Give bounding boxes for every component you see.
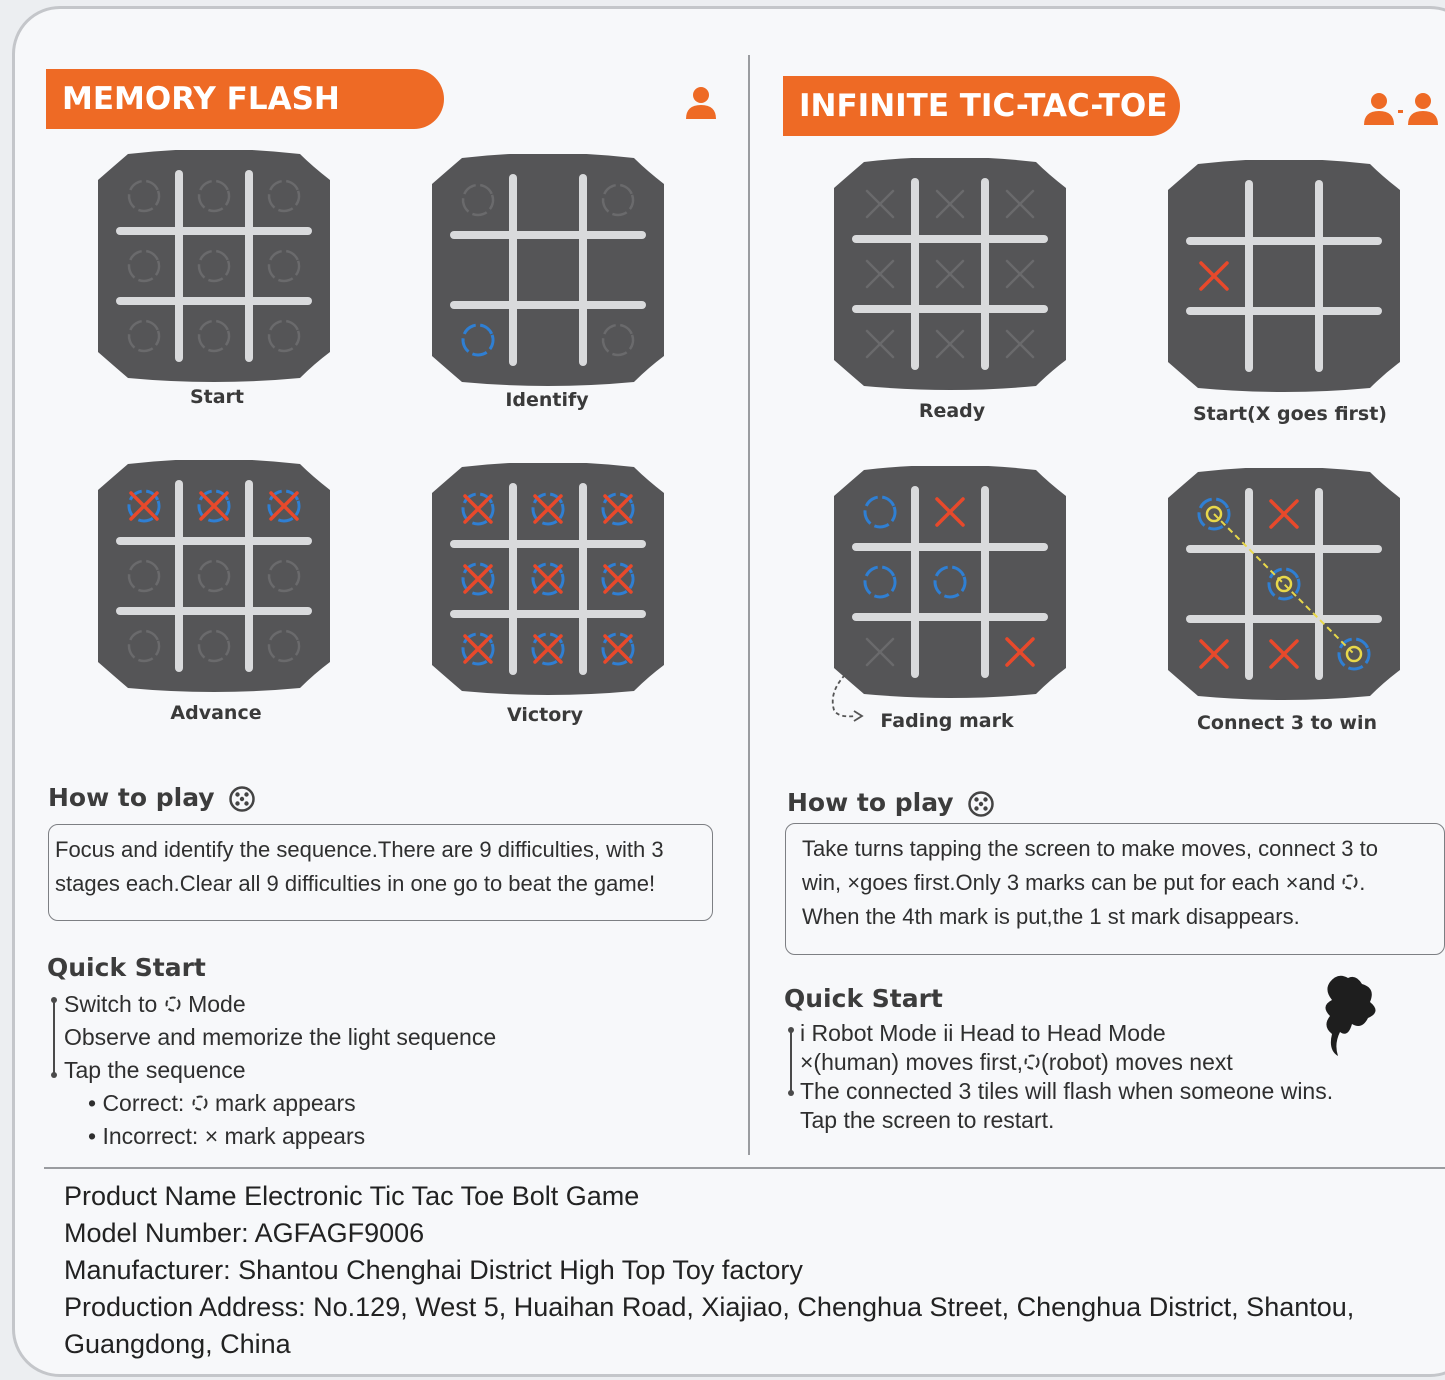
memory-quick-start-steps xyxy=(64,988,496,1153)
grid-line xyxy=(852,543,1048,551)
ttt-rule-line-1: Take turns tapping the screen to make moves, connect 3 to xyxy=(802,836,1378,861)
ttt-rule-line-3: When the 4th mark is put,the 1 st mark disappears. xyxy=(802,904,1300,929)
grid-line xyxy=(245,170,253,362)
grid-line xyxy=(116,227,312,235)
grid-line xyxy=(1186,307,1382,315)
memory-flash-banner xyxy=(46,69,444,129)
board-identify xyxy=(432,154,664,386)
grid-line xyxy=(1186,237,1382,245)
grid-line xyxy=(509,483,517,675)
board-victory xyxy=(432,463,664,695)
grid-line xyxy=(116,537,312,545)
caption-connect: Connect 3 to win xyxy=(1196,712,1378,734)
production-address: Production Address: No.129, West 5, Huaihan Road, Xiajiao, Chenghua Street, Chenghua District, Shantou, xyxy=(64,1292,1355,1322)
grid-line xyxy=(450,540,646,548)
ttt-quick-start-title: Quick Start xyxy=(784,984,943,1013)
production-address-cont: Guangdong, China xyxy=(64,1329,291,1359)
memory-steps-bracket xyxy=(53,1000,55,1076)
infinite-ttt-title: INFINITE TIC-TAC-TOE xyxy=(799,88,1168,124)
grid-line xyxy=(911,486,919,678)
memory-rule-line-2: stages each.Clear all 9 difficulties in one go to beat the game! xyxy=(55,871,656,896)
memory-rule-line-1: Focus and identify the sequence.There are 9 difficulties, with 3 xyxy=(55,837,664,862)
grid-line xyxy=(1186,615,1382,623)
product-name: Product Name Electronic Tic Tac Toe Bolt Game xyxy=(64,1181,640,1211)
memory-step-incorrect: • Incorrect: × mark appears xyxy=(88,1123,366,1149)
grid-line xyxy=(509,174,517,366)
manufacturer: Manufacturer: Shantou Chenghai District High Top Toy factory xyxy=(64,1255,803,1285)
grid-line xyxy=(911,178,919,370)
grid-line xyxy=(1315,488,1323,680)
dice-icon xyxy=(229,786,255,812)
caption-victory: Victory xyxy=(506,704,584,726)
ttt-steps-bracket xyxy=(790,1030,792,1092)
ttt-how-to-play-title: How to play xyxy=(787,788,994,817)
memory-step-correct: • Correct: mark appears xyxy=(88,1090,356,1116)
grid-line xyxy=(981,486,989,678)
bracket-dot xyxy=(51,1072,57,1078)
grid-line xyxy=(579,174,587,366)
grid-line xyxy=(579,483,587,675)
grid-line xyxy=(852,613,1048,621)
ink-smudge xyxy=(1318,972,1388,1064)
bracket-dot xyxy=(51,997,57,1003)
grid-line xyxy=(175,170,183,362)
model-number: Model Number: AGFAGF9006 xyxy=(64,1218,425,1248)
ttt-quick-start-steps xyxy=(800,1019,1333,1135)
dice-icon xyxy=(968,791,994,817)
grid-line xyxy=(1245,180,1253,372)
board-ready xyxy=(834,158,1066,390)
grid-line xyxy=(1245,488,1253,680)
o-mark-icon xyxy=(191,1094,209,1112)
infinite-ttt-banner xyxy=(783,76,1180,136)
caption-ready: Ready xyxy=(918,400,986,422)
single-player-icon xyxy=(684,86,718,120)
memory-step-2: Observe and memorize the light sequence xyxy=(64,1024,497,1050)
memory-how-to-play-box xyxy=(48,824,713,921)
o-mark-icon xyxy=(1341,873,1359,891)
bracket-dot xyxy=(788,1027,794,1033)
ttt-step-1: i Robot Mode ii Head to Head Mode xyxy=(800,1020,1166,1046)
bracket-dot xyxy=(788,1090,794,1096)
ttt-step-2: ×(human) moves first, (robot) moves next xyxy=(800,1049,1233,1075)
memory-step-3: Tap the sequence xyxy=(64,1057,246,1083)
o-mark-icon xyxy=(1023,1053,1041,1071)
product-info xyxy=(64,1178,1354,1363)
caption-identify: Identify xyxy=(505,389,589,411)
memory-step-1: Switch to Mode xyxy=(64,991,246,1017)
grid-line xyxy=(1315,180,1323,372)
caption-advance: Advance xyxy=(170,702,262,724)
caption-start: Start xyxy=(189,386,245,408)
caption-start-x: Start(X goes first) xyxy=(1193,403,1387,425)
grid-line xyxy=(1186,545,1382,553)
memory-quick-start-title: Quick Start xyxy=(47,953,206,982)
ttt-step-3: The connected 3 tiles will flash when someone wins. xyxy=(800,1078,1334,1104)
memory-how-to-play-title: How to play xyxy=(48,783,255,812)
memory-flash-title: MEMORY FLASH xyxy=(62,81,340,117)
grid-line xyxy=(116,607,312,615)
column-divider xyxy=(748,55,750,1155)
ttt-rule-line-2: win, ×goes first.Only 3 marks can be put for each ×and . xyxy=(802,870,1366,895)
ttt-step-4: Tap the screen to restart. xyxy=(800,1107,1055,1133)
grid-line xyxy=(852,305,1048,313)
board-start-x xyxy=(1168,160,1400,392)
caption-fading: Fading mark xyxy=(880,710,1014,732)
grid-line xyxy=(116,297,312,305)
grid-line xyxy=(450,610,646,618)
board-advance xyxy=(98,460,330,692)
grid-line xyxy=(245,480,253,672)
grid-line xyxy=(981,178,989,370)
o-mark-icon xyxy=(164,995,182,1013)
ttt-how-to-play-box xyxy=(785,823,1445,955)
grid-line xyxy=(450,301,646,309)
board-fading xyxy=(834,466,1066,698)
grid-line xyxy=(175,480,183,672)
board-start xyxy=(98,150,330,382)
grid-line xyxy=(852,235,1048,243)
two-player-icon xyxy=(1362,92,1442,126)
footer-divider xyxy=(44,1167,1445,1169)
board-body xyxy=(1168,160,1400,392)
grid-line xyxy=(450,231,646,239)
board-connect xyxy=(1168,468,1400,700)
